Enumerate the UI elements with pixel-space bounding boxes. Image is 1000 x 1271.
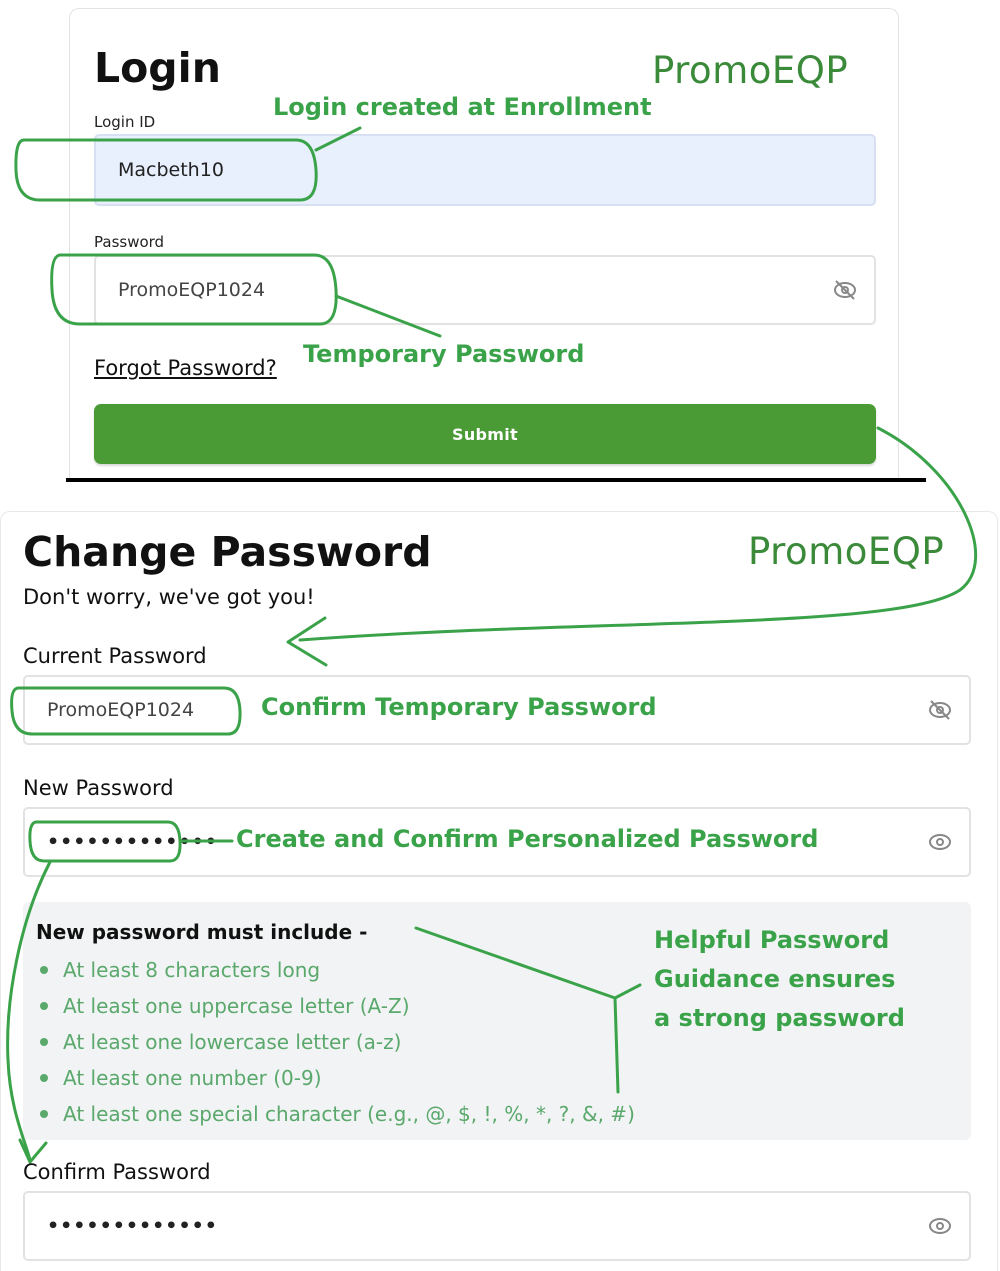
rule-text: At least one lowercase letter (a-z)	[63, 1030, 402, 1054]
eye-off-icon[interactable]	[927, 699, 953, 721]
annotation-confirm-temporary: Confirm Temporary Password	[261, 693, 657, 721]
annotation-create-confirm: Create and Confirm Personalized Password	[236, 825, 819, 853]
rule-text: At least 8 characters long	[63, 958, 321, 982]
change-password-title: Change Password	[23, 528, 432, 576]
new-password-label: New Password	[23, 776, 174, 800]
bullet-icon	[40, 1110, 48, 1118]
current-password-value: PromoEQP1024	[47, 699, 195, 721]
promoeqp-logo: PromoEQP	[652, 49, 849, 92]
guidance-heading: New password must include -	[36, 920, 368, 944]
password-label: Password	[94, 233, 165, 251]
list-item	[40, 955, 635, 991]
list-item	[40, 991, 635, 1027]
login-id-value: Macbeth10	[118, 159, 224, 181]
section-divider	[66, 478, 926, 482]
bullet-icon	[40, 1074, 48, 1082]
rule-text: At least one uppercase letter (A-Z)	[63, 994, 410, 1018]
rule-text: At least one number (0-9)	[63, 1066, 322, 1090]
forgot-password-link[interactable]: Forgot Password?	[94, 356, 277, 380]
annotation-helpful-3: a strong password	[654, 1004, 905, 1032]
eye-off-icon[interactable]	[832, 279, 858, 301]
guidance-list	[40, 955, 635, 1135]
eye-icon[interactable]	[927, 831, 953, 853]
new-password-value: •••••••••••••	[47, 831, 218, 853]
bullet-icon	[40, 1038, 48, 1046]
eye-icon[interactable]	[927, 1215, 953, 1237]
password-field[interactable]	[94, 255, 876, 325]
list-item	[40, 1027, 635, 1063]
list-item	[40, 1099, 635, 1135]
change-password-subtitle: Don't worry, we've got you!	[23, 585, 315, 609]
bullet-icon	[40, 1002, 48, 1010]
current-password-label: Current Password	[23, 644, 207, 668]
annotation-login-created: Login created at Enrollment	[273, 93, 652, 121]
confirm-password-value: •••••••••••••	[47, 1215, 218, 1237]
submit-button[interactable]: Submit	[94, 404, 876, 464]
promoeqp-logo: PromoEQP	[748, 530, 945, 573]
login-id-field[interactable]	[94, 134, 876, 206]
confirm-password-label: Confirm Password	[23, 1160, 211, 1184]
login-id-label: Login ID	[94, 113, 156, 131]
password-value: PromoEQP1024	[118, 279, 266, 301]
bullet-icon	[40, 966, 48, 974]
change-password-card	[0, 511, 998, 1271]
annotation-helpful-2: Guidance ensures	[654, 965, 896, 993]
annotation-temporary-password: Temporary Password	[303, 340, 585, 368]
list-item	[40, 1063, 635, 1099]
rule-text: At least one special character (e.g., @, $, !, %, *, ?, &, #)	[63, 1102, 635, 1126]
confirm-password-field[interactable]	[23, 1191, 971, 1261]
login-title: Login	[94, 44, 221, 92]
annotation-helpful-1: Helpful Password	[654, 926, 890, 954]
